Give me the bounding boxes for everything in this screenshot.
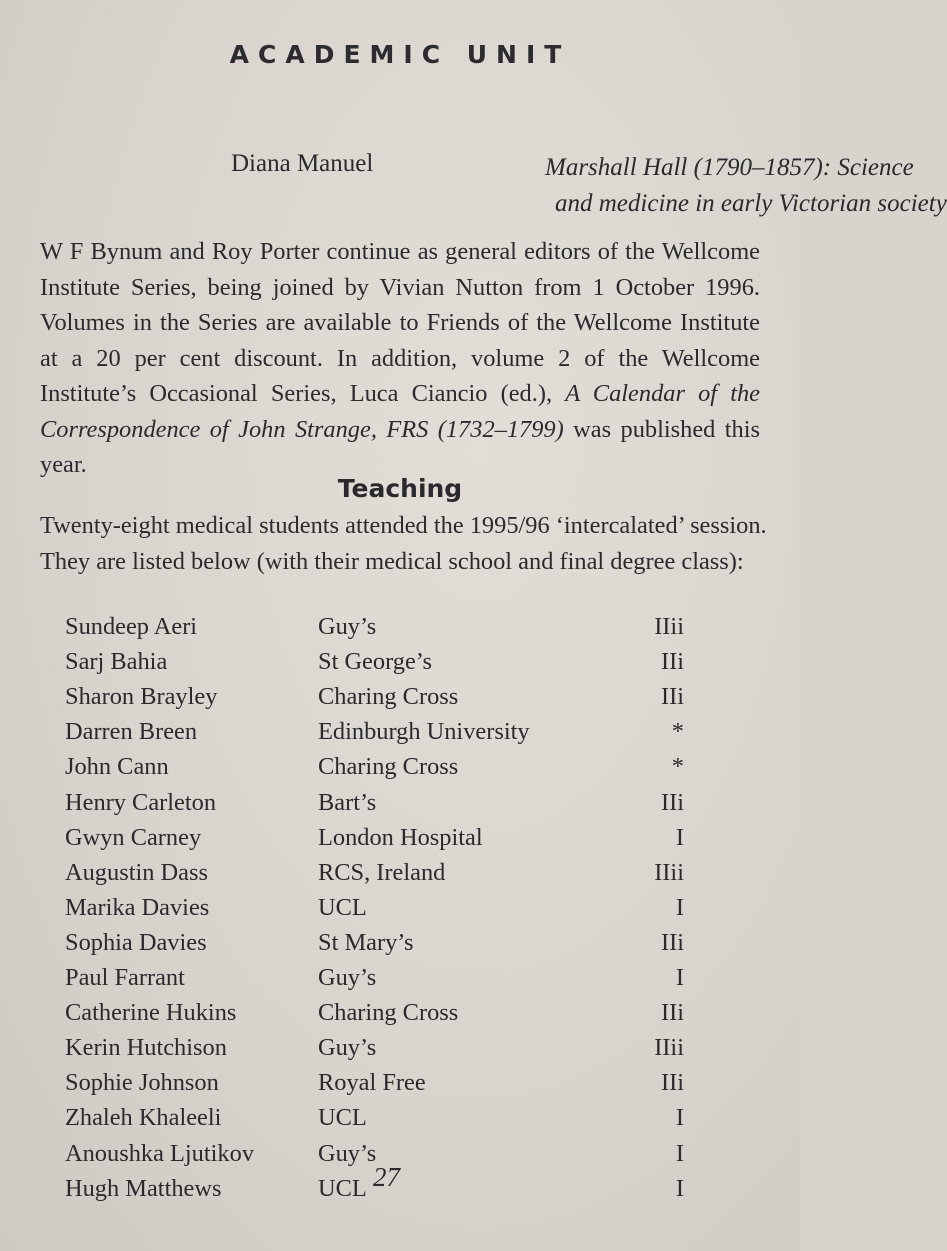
degree-class: I [675, 893, 684, 921]
student-row [0, 644, 800, 679]
student-row [0, 820, 800, 855]
medical-school: London Hospital [318, 823, 483, 851]
medical-school: Charing Cross [318, 999, 459, 1027]
degree-class: IIi [660, 999, 684, 1027]
medical-school: UCL [318, 893, 367, 921]
medical-school: UCL [318, 1174, 367, 1202]
degree-class: I [675, 1174, 684, 1202]
student-name: Hugh Matthews [65, 1174, 222, 1202]
degree-class: IIi [660, 1069, 684, 1097]
medical-school: UCL [318, 1104, 367, 1132]
medical-school: Bart’s [318, 788, 377, 816]
student-name: Gwyn Carney [65, 823, 202, 851]
student-row [0, 1100, 800, 1135]
degree-class: I [675, 823, 684, 851]
page-number: 27 [373, 1162, 400, 1192]
section-heading: Teaching [337, 474, 463, 503]
student-name: Zhaleh Khaleeli [65, 1104, 222, 1132]
student-row [0, 960, 800, 995]
medical-school: RCS, Ireland [318, 858, 446, 886]
medical-school: Guy’s [318, 964, 377, 991]
medical-school: Charing Cross [318, 753, 459, 781]
student-name: Darren Breen [65, 718, 198, 746]
degree-class: I [675, 964, 684, 991]
student-row [0, 1171, 800, 1206]
student-row [0, 749, 800, 784]
student-row [0, 1065, 800, 1100]
student-row [0, 609, 800, 644]
medical-school: Edinburgh University [318, 718, 530, 746]
student-name: Sundeep Aeri [65, 613, 198, 640]
medical-school: St Mary’s [318, 928, 414, 956]
degree-class: IIi [660, 788, 684, 816]
student-name: Marika Davies [65, 893, 210, 921]
student-name: Kerin Hutchison [65, 1034, 227, 1062]
student-name: Sophia Davies [65, 928, 207, 956]
degree-class: IIi [660, 928, 684, 956]
student-row [0, 995, 800, 1030]
book-title [545, 150, 947, 222]
student-name: Augustin Dass [65, 858, 208, 886]
student-row [0, 785, 800, 820]
degree-class: IIii [654, 1034, 684, 1062]
degree-class: IIi [660, 683, 684, 711]
student-name: Sharon Brayley [65, 683, 218, 711]
student-name: Sophie Johnson [65, 1069, 219, 1097]
student-row [0, 679, 800, 714]
degree-class: * [671, 718, 684, 746]
degree-class: IIi [660, 648, 684, 676]
book-author: Diana Manuel [231, 150, 374, 177]
medical-school: Guy’s [318, 1034, 377, 1062]
medical-school: Royal Free [318, 1069, 426, 1097]
student-name: Anoushka Ljutikov [65, 1139, 255, 1167]
editors-paragraph [40, 234, 760, 483]
student-name: Sarj Bahia [65, 648, 168, 676]
student-row [0, 1136, 800, 1171]
student-row [0, 855, 800, 890]
medical-school: Guy’s [318, 1139, 377, 1167]
student-name: Paul Farrant [65, 964, 185, 991]
book-title-line-2: and medicine in early Victorian society [555, 190, 947, 217]
degree-class: * [671, 753, 684, 781]
intro-text: Twenty-eight medical students attended the 1995/96 ‘intercalated’ session. They are listed below (with their medical school and final degree class): [40, 512, 767, 575]
student-row [0, 890, 800, 925]
student-name: John Cann [65, 753, 169, 781]
degree-class: IIii [654, 613, 684, 640]
degree-class: I [675, 1104, 684, 1132]
paragraph-text: W F Bynum and Roy Porter continue as general editors of the Wellcome Institute Series, being joined by Vivian Nutton from 1 October 1996. Volumes in the Series are available to Friends of the Wellcome Institute at a 20 per cent discount. In addition, volume 2 of the Wellcome Institute’s Occasional Series, Luca Ciancio (ed.), [40, 238, 760, 407]
degree-class: I [675, 1139, 684, 1167]
medical-school: Charing Cross [318, 683, 459, 711]
paragraph-italic-title: A Calendar of the Correspondence of John Strange, FRS (1732–1799) [40, 380, 761, 443]
student-row [0, 714, 800, 749]
student-row [0, 1030, 800, 1065]
book-title-line-1: Marshall Hall (1790–1857): Science [545, 154, 914, 181]
degree-class: IIii [654, 858, 684, 886]
paragraph-text-end: was published this year. [40, 415, 761, 478]
running-head: ACADEMIC UNIT [229, 40, 571, 69]
student-row [0, 925, 800, 960]
student-name: Catherine Hukins [65, 999, 237, 1027]
medical-school: Guy’s [318, 613, 377, 640]
student-name: Henry Carleton [65, 788, 217, 816]
medical-school: St George’s [318, 648, 433, 676]
